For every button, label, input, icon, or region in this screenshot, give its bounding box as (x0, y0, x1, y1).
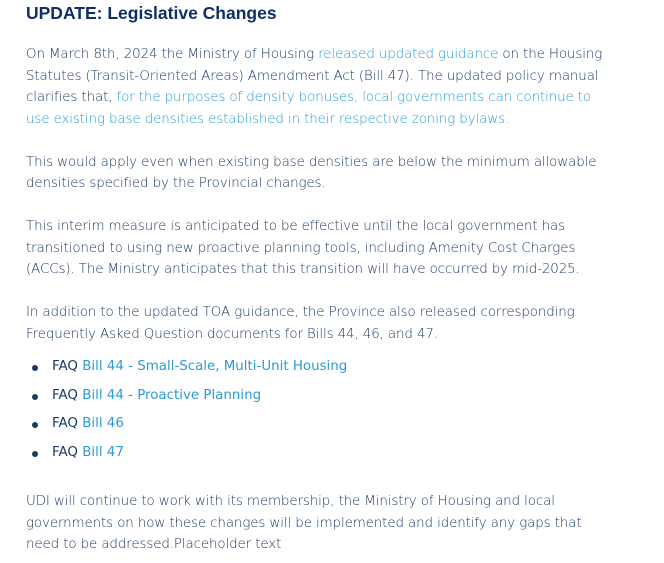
faq-prefix: FAQ (52, 359, 83, 374)
faq-list-item (26, 439, 618, 468)
faq-prefix: FAQ (52, 416, 83, 431)
faq-list-item (26, 353, 618, 382)
density-bonus-link[interactable]: for the purposes of density bonuses, local governments can continue to use existing base densities established in their respective zoning bylaws. (26, 90, 592, 127)
bullet-icon (32, 451, 38, 457)
faq-list-item (26, 382, 618, 411)
faq-bill-44-proactive-link[interactable]: Bill 44 - Proactive Planning (82, 387, 262, 403)
faq-list-item (26, 410, 618, 439)
bullet-icon (32, 422, 38, 428)
faq-intro-paragraph: In addition to the updated TOA guidance, the Province also released corresponding Frequently Asked Question documents for Bills 44, 46, and 47. (26, 305, 575, 342)
faq-prefix: FAQ (52, 387, 83, 403)
bullet-icon (32, 365, 38, 371)
interim-measure-paragraph: This interim measure is anticipated to be effective until the local government has transitioned to using new proactive planning tools, including Amenity Cost Charges (ACCs). The Ministry anticipates that this transition will have occurred by mid-2025. (26, 219, 580, 277)
article (26, 0, 618, 556)
faq-prefix: FAQ (52, 444, 83, 460)
intro-text-b: on the Housing Statutes (Transit-Oriented Areas) Amendment Act (Bill 47). The updated policy manual clarifies that, (26, 47, 603, 105)
page-title: UPDATE: Legislative Changes (26, 3, 277, 23)
faq-bill-46-link[interactable]: Bill 46 (82, 416, 124, 431)
faq-bill-44-small-scale-link[interactable]: Bill 44 - Small-Scale, Multi-Unit Housing (82, 359, 348, 374)
bullet-icon (32, 394, 38, 400)
intro-paragraph (26, 44, 618, 130)
base-density-paragraph: This would apply even when existing base densities are below the minimum allowable densities specified by the Provincial changes. (26, 154, 597, 191)
closing-paragraph: UDI will continue to work with its membership, the Ministry of Housing and local governments on how these changes will be implemented and identify any gaps that need to be addressed.Placeholder text (26, 494, 582, 552)
released-guidance-link[interactable]: released updated guidance (318, 47, 499, 62)
faq-list (26, 353, 618, 467)
intro-text-a: On March 8th, 2024 the Ministry of Housing (26, 47, 319, 62)
faq-bill-47-link[interactable]: Bill 47 (82, 444, 124, 460)
